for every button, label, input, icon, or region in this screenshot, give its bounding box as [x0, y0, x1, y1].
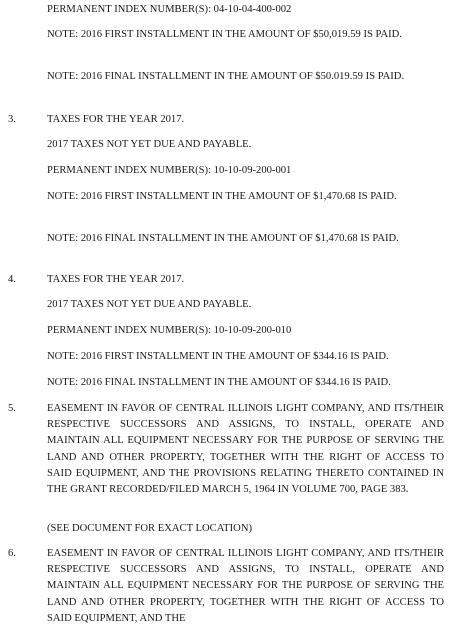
item-pin: PERMANENT INDEX NUMBER(S): 10-10-09-200-010	[47, 325, 292, 336]
item-note-final-installment: NOTE: 2016 FINAL INSTALLMENT IN THE AMOUNT OF $1,470.68 IS PAID.	[47, 233, 399, 244]
item-note-first-installment: NOTE: 2016 FIRST INSTALLMENT IN THE AMOUNT OF $344.16 IS PAID.	[47, 351, 389, 362]
top-note-first-installment: NOTE: 2016 FIRST INSTALLMENT IN THE AMOUNT OF $50,019.59 IS PAID.	[47, 29, 402, 40]
item-pin: PERMANENT INDEX NUMBER(S): 10-10-09-200-001	[47, 165, 292, 176]
item-note-final-installment: NOTE: 2016 FINAL INSTALLMENT IN THE AMOUNT OF $344.16 IS PAID.	[47, 377, 391, 388]
item-number: 6.	[8, 548, 16, 559]
item-status: 2017 TAXES NOT YET DUE AND PAYABLE.	[47, 299, 252, 310]
item-heading: TAXES FOR THE YEAR 2017.	[47, 274, 185, 285]
item-note-first-installment: NOTE: 2016 FIRST INSTALLMENT IN THE AMOUNT OF $1,470.68 IS PAID.	[47, 191, 397, 202]
item-easement-text: EASEMENT IN FAVOR OF CENTRAL ILLINOIS LIGHT COMPANY, AND ITS/THEIR RESPECTIVE SUCCESSORS AND ASSIGNS, TO INSTALL, OPERATE AND MAINTAIN ALL EQUIPMENT NECESSARY FOR THE PURPOSE OF SERVING THE LAND AND OTHER PROPERTY, TOGETHER WITH THE RIGHT OF ACCESS TO SAID EQUIPMENT, AND THE PROVISIONS RELATING THERETO CONTAINED IN THE GRANT RECORDED/FILED MARCH 5, 1964 IN VOLUME 700, PAGE 383.	[47, 403, 444, 496]
item-heading: TAXES FOR THE YEAR 2017.	[47, 114, 185, 125]
top-pin: PERMANENT INDEX NUMBER(S): 04-10-04-400-002	[47, 4, 292, 15]
item-number: 5.	[8, 403, 16, 414]
top-note-final-installment: NOTE: 2016 FINAL INSTALLMENT IN THE AMOUNT OF $50.019.59 IS PAID.	[47, 71, 405, 82]
item-location-note: (SEE DOCUMENT FOR EXACT LOCATION)	[47, 523, 253, 534]
item-status: 2017 TAXES NOT YET DUE AND PAYABLE.	[47, 139, 252, 150]
item-easement-text: EASEMENT IN FAVOR OF CENTRAL ILLINOIS LIGHT COMPANY, AND ITS/THEIR RESPECTIVE SUCCESSORS AND ASSIGNS, TO INSTALL, OPERATE AND MAINTAIN ALL EQUIPMENT NECESSARY FOR THE PURPOSE OF SERVING THE LAND AND OTHER PROPERTY, TOGETHER WITH THE RIGHT OF ACCESS TO SAID EQUIPMENT, AND THE	[47, 548, 444, 624]
item-number: 4.	[8, 274, 16, 285]
item-number: 3.	[8, 114, 16, 125]
